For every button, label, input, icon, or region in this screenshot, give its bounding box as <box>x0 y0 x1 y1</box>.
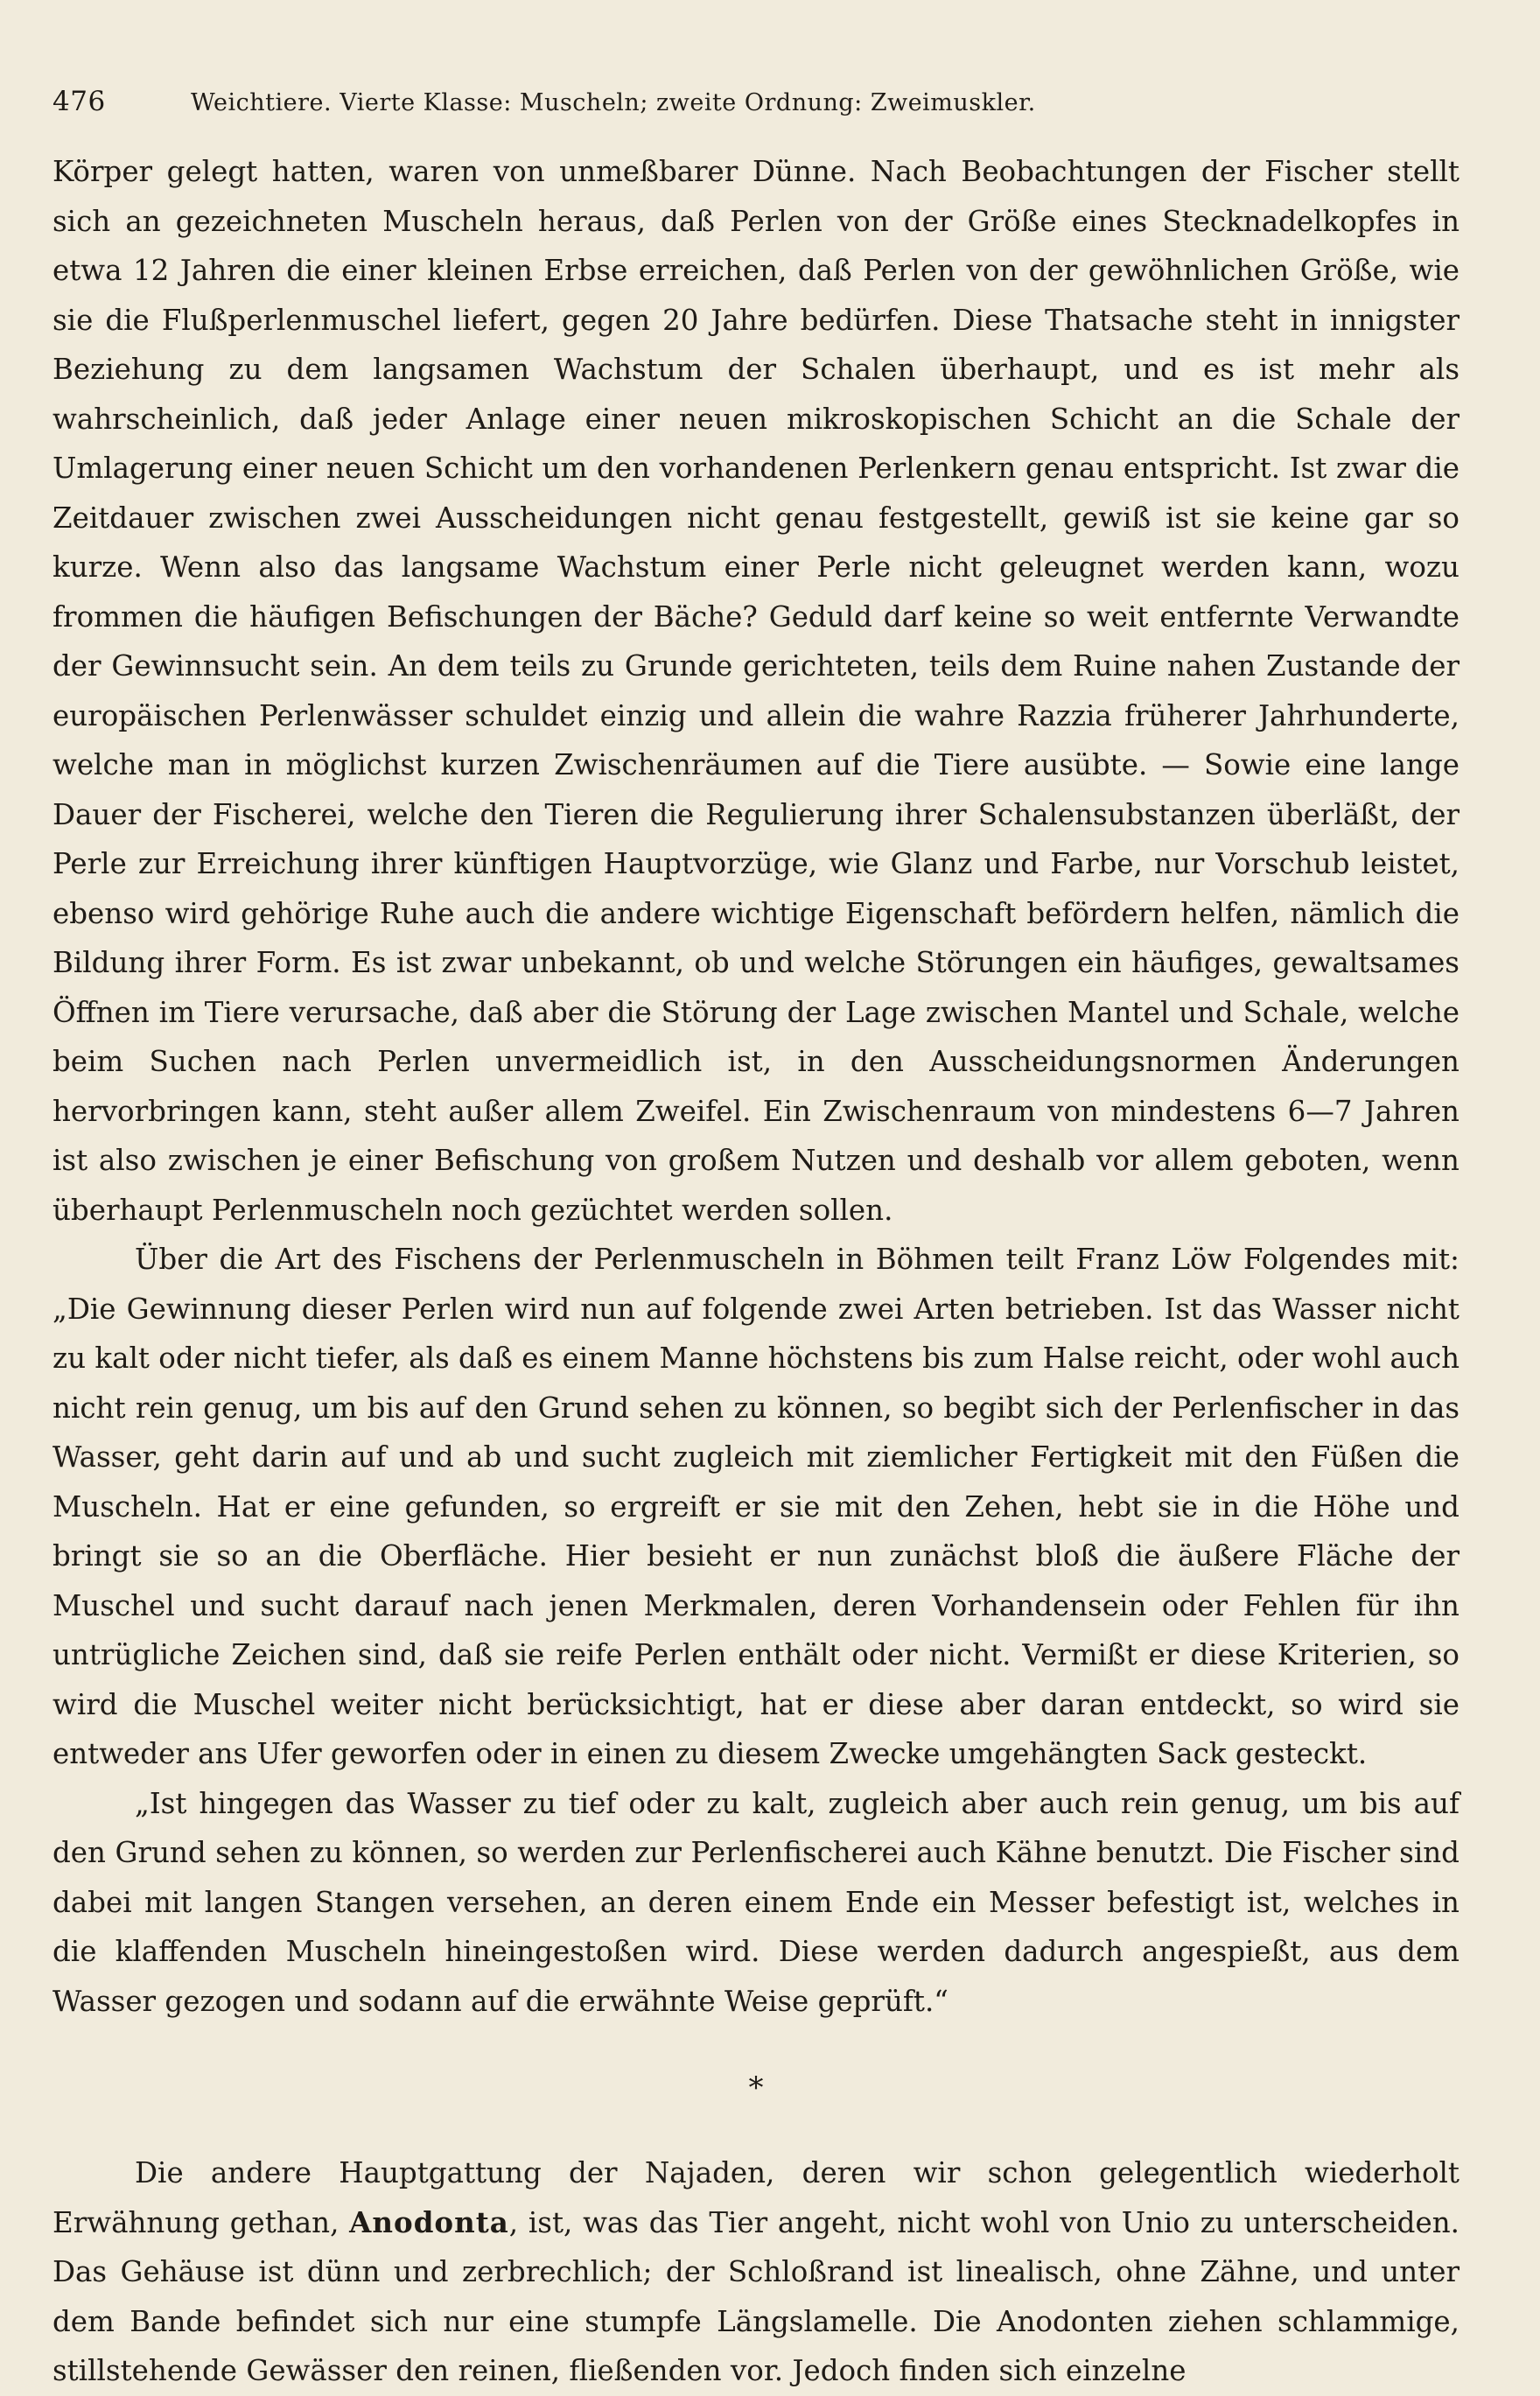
page-number: 476 <box>52 86 106 117</box>
paragraph-fishing-bohemia: Über die Art des Fischens der Perlenmuscheln in Böhmen teilt Franz Löw Folgendes mit: „Die Gewinnung dieser Perlen wird nun auf folgende zwei Arten betrieben. Ist das Wasser nicht zu kalt oder nicht tiefer, als daß es einem Manne höchstens bis zum Halse reicht, oder wohl auch nicht rein genug, um bis auf den Grund sehen zu können, so begibt sich der Perlenfischer in das Wasser, geht darin auf und ab und sucht zugleich mit ziemlicher Fertigkeit mit den Füßen die Muscheln. Hat er eine gefunden, so ergreift er sie mit den Zehen, hebt sie in die Höhe und bringt sie so an die Oberfläche. Hier besieht er nun zunächst bloß die äußere Fläche der Muschel und sucht darauf nach jenen Merkmalen, deren Vorhandensein oder Fehlen für ihn untrügliche Zeichen sind, daß sie reife Perlen enthält oder nicht. Vermißt er diese Kriterien, so wird die Muschel weiter nicht berücksichtigt, hat er diese aber daran entdeckt, so wird sie entweder ans Ufer geworfen oder in einen zu diesem Zwecke umgehängten Sack gesteckt. <box>52 1243 1460 1770</box>
section-separator: * <box>748 2070 764 2105</box>
paragraph-pearl-growth: Körper gelegt hatten, waren von unmeßbarer Dünne. Nach Beobachtungen der Fischer stellt sich an gezeichneten Muscheln heraus, daß Perlen von der Größe eines Stecknadelkopfes in etwa 12 Jahren die einer kleinen Erbse erreichen, daß Perlen von der gewöhnlichen Größe, wie sie die Flußperlenmuschel liefert, gegen 20 Jahre bedürfen. Diese Thatsache steht in innigster Beziehung zu dem langsamen Wachstum der Schalen überhaupt, und es ist mehr als wahrscheinlich, daß jeder Anlage einer neuen mikroskopischen Schicht an die Schale der Umlagerung einer neuen Schicht um den vorhandenen Perlenkern genau entspricht. Ist zwar die Zeitdauer zwischen zwei Ausscheidungen nicht genau festgestellt, gewiß ist sie keine gar so kurze. Wenn also das langsame Wachstum einer Perle nicht geleugnet werden kann, wozu frommen die häufigen Befischungen der Bäche? Geduld darf keine so weit entfernte Verwandte der Gewinnsucht sein. An dem teils zu Grunde gerichteten, teils dem Ruine nahen Zustande der europäischen Perlenwässer schuldet einzig und allein die wahre Razzia früherer Jahrhunderte, welche man in möglichst kurzen Zwischenräumen auf die Tiere ausübte. — Sowie eine lange Dauer der Fischerei, welche den Tieren die Regulierung ihrer Schalensubstanzen überläßt, der Perle zur Erreichung ihrer künftigen Hauptvorzüge, wie Glanz und Farbe, nur Vorschub leistet, ebenso wird gehörige Ruhe auch die andere wichtige Eigenschaft befördern helfen, nämlich die Bildung ihrer Form. Es ist zwar unbekannt, ob und welche Störungen ein häufiges, gewaltsames Öffnen im Tiere verursache, daß aber die Störung der Lage zwischen Mantel und Schale, welche beim Suchen nach Perlen unvermeidlich ist, in den Ausscheidungsnormen Änderungen hervorbringen kann, steht außer allem Zweifel. Ein Zwischenraum von mindestens 6—7 Jahren ist also zwischen je einer Befischung von großem Nutzen und deshalb vor allem geboten, wenn überhaupt Perlenmuscheln noch gezüchtet werden sollen. <box>52 155 1460 1227</box>
anodonta-description-text: , ist, was das Tier angeht, nicht wohl von Unio zu unterscheiden. Das Gehäuse ist dünn und zerbrechlich; der Schloßrand ist linealisch, ohne Zähne, und unter dem Bande befindet sich nur eine stumpfe Längslamelle. Die Anodonten ziehen schlammige, stillstehende Gewässer den reinen, fließenden vor. Jedoch finden sich einzelne <box>52 2205 1460 2387</box>
paragraph-boat-fishing: „Ist hingegen das Wasser zu tief oder zu kalt, zugleich aber auch rein genug, um bis auf den Grund sehen zu können, so werden zur Perlenfischerei auch Kähne benutzt. Die Fischer sind dabei mit langen Stangen versehen, an deren einem Ende ein Messer befestigt ist, welches in die klaffenden Muscheln hineingestoßen wird. Diese werden dadurch angespießt, aus dem Wasser gezogen und sodann auf die erwähnte Weise geprüft.“ <box>52 1786 1460 2018</box>
running-head: Weichtiere. Vierte Klasse: Muscheln; zweite Ordnung: Zweimuskler. <box>191 89 1036 116</box>
body-text <box>52 147 1460 2396</box>
anodonta-term: Anodonta <box>349 2204 509 2239</box>
paragraph-anodonta <box>52 2148 1460 2396</box>
anodonta-intro-text: Die andere Hauptgattung der Najaden, deren wir schon gelegentlich wiederholt Erwähnung gethan, <box>52 2156 1460 2239</box>
page-header <box>52 86 1460 147</box>
